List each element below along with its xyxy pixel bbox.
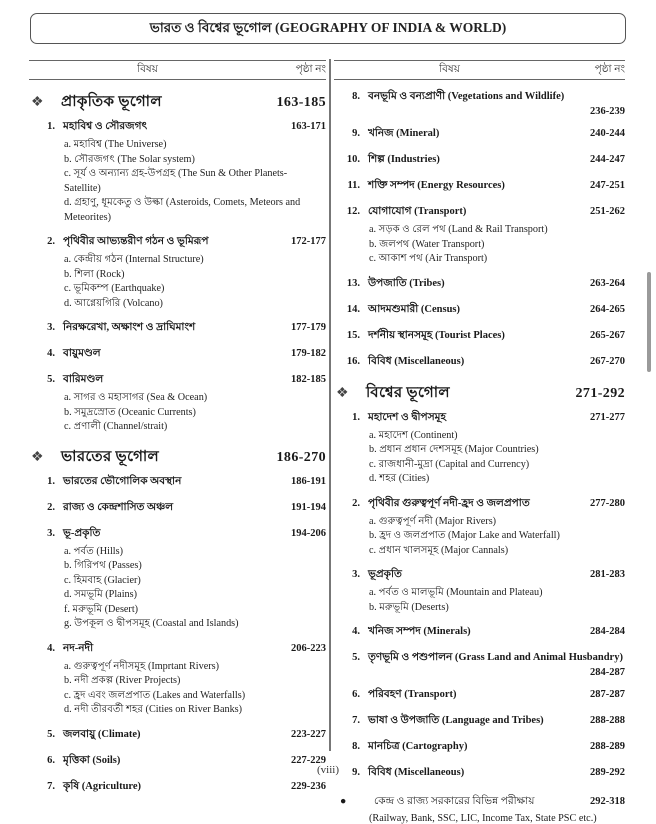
toc-item[interactable]	[29, 500, 326, 517]
item-label: খনিজ (Mineral)	[368, 128, 440, 139]
page-header: পৃষ্ঠা নং	[594, 63, 625, 75]
item-number: 4.	[352, 626, 360, 637]
left-column-header	[29, 60, 326, 80]
toc-subitem[interactable]: a. সাগর ও মহাসাগর (Sea & Ocean)	[64, 392, 208, 403]
toc-subitem[interactable]: a. পর্বত (Hills)	[64, 545, 123, 557]
item-label: ভূ-প্রকৃতি	[63, 527, 101, 539]
item-pages: 240-244	[590, 128, 625, 139]
toc-item[interactable]	[29, 119, 326, 136]
toc-item[interactable]	[334, 152, 625, 169]
item-label: মানচিত্র (Cartography)	[368, 741, 468, 752]
toc-subitem[interactable]: c. সূর্য ও অন্যান্য গ্রহ-উপগ্রহ (The Sun & Other Planets- Satellite)	[64, 168, 288, 194]
toc-item[interactable]	[334, 739, 625, 756]
toc-subitem[interactable]: d. নদী তীরবর্তী শহর (Cities on River Banks)	[64, 704, 243, 715]
toc-item[interactable]	[334, 89, 625, 106]
item-label: বনভূমি ও বন্যপ্রাণী (Vegetations and Wildlife)	[368, 91, 565, 102]
toc-subitem[interactable]: d. শহর (Cities)	[369, 473, 430, 484]
toc-item[interactable]	[334, 496, 625, 513]
dot-bullet-icon: ●	[340, 796, 347, 807]
toc-subitem[interactable]: c. আকাশ পথ (Air Transport)	[369, 253, 488, 264]
section-heading[interactable]	[29, 445, 326, 465]
item-number: 5.	[47, 728, 55, 740]
toc-item[interactable]	[334, 302, 625, 319]
toc-subitem[interactable]: c. প্রণালী (Channel/strait)	[64, 421, 168, 432]
item-pages: 288-288	[590, 715, 625, 726]
toc-subitem[interactable]: a. গুরুত্বপূর্ণ নদীসমূহ (Imprtant Rivers)	[64, 660, 219, 672]
section-title: প্রাকৃতিক ভূগোল	[61, 94, 162, 110]
toc-subitem[interactable]: f. মরুভূমি (Desert)	[64, 603, 139, 615]
item-label: ভারতের ভৌগোলিক অবস্থান	[63, 475, 182, 487]
item-number: 5.	[47, 374, 55, 385]
item-label: দর্শনীয় স্থানসমূহ (Tourist Places)	[368, 329, 505, 341]
item-pages: 163-171	[291, 121, 326, 132]
toc-item[interactable]	[334, 687, 625, 704]
item-number: 4.	[47, 348, 55, 359]
item-pages: 289-292	[590, 767, 625, 778]
item-label: পৃথিবীর আভ্যন্তরীণ গঠন ও ভূমিরূপ	[63, 236, 209, 247]
item-number: 10.	[346, 154, 360, 165]
item-pages: 264-265	[590, 303, 625, 315]
diamond-bullet-icon: ❖	[31, 449, 44, 465]
item-number: 7.	[352, 715, 360, 726]
toc-subitem[interactable]: b. সমুদ্রস্রোত (Oceanic Currents)	[64, 406, 196, 418]
item-label: মহাদেশ ও দ্বীপসমূহ	[368, 411, 446, 423]
right-toc-list	[334, 89, 625, 824]
section-heading[interactable]	[29, 90, 326, 110]
item-pages: 251-262	[590, 206, 625, 217]
toc-item[interactable]	[29, 526, 326, 543]
item-label: নিরক্ষরেখা, অক্ষাংশ ও দ্রাঘিমাংশ	[63, 322, 196, 333]
toc-subitem[interactable]: b. নদী প্রকল্প (River Projects)	[64, 675, 181, 686]
item-number: 1.	[47, 475, 55, 487]
exam-list-note: (Railway, Bank, SSC, LIC, Income Tax, State PSC etc.)	[369, 813, 597, 824]
toc-subitem[interactable]: b. গিরিপথ (Passes)	[64, 560, 142, 571]
item-label: জলবায়ু (Climate)	[63, 728, 141, 740]
item-label: পৃথিবীর গুরুত্বপূর্ণ নদী-হ্রদ ও জলপ্রপাত	[368, 497, 530, 509]
item-pages: 186-191	[291, 475, 326, 487]
item-label: কৃষি (Agriculture)	[63, 780, 142, 792]
diamond-bullet-icon: ❖	[336, 385, 349, 401]
page-title-box	[30, 13, 626, 44]
item-label: উপজাতি (Tribes)	[368, 277, 445, 289]
item-number: 3.	[47, 527, 55, 539]
item-number: 5.	[352, 652, 360, 663]
toc-item[interactable]	[334, 204, 625, 221]
subject-header: বিষয়	[439, 63, 460, 75]
toc-subitem[interactable]: d. সমভূমি (Plains)	[64, 589, 137, 600]
right-column	[334, 58, 625, 824]
toc-subitem[interactable]: a. মহাবিশ্ব (The Universe)	[64, 139, 167, 150]
item-label: শিল্প (Industries)	[368, 154, 440, 165]
toc-subitem[interactable]: b. জলপথ (Water Transport)	[369, 238, 485, 250]
toc-item[interactable]	[334, 276, 625, 293]
section-title: বিশ্বের ভূগোল	[366, 384, 450, 401]
toc-item[interactable]	[334, 650, 625, 667]
toc-subitem[interactable]: b. প্রধান প্রধান দেশসমূহ (Major Countries)	[369, 444, 539, 455]
toc-item[interactable]	[334, 354, 625, 371]
item-label: বিবিধ (Miscellaneous)	[368, 355, 465, 367]
toc-item[interactable]	[334, 567, 625, 584]
toc-item[interactable]	[334, 328, 625, 345]
toc-item[interactable]	[334, 178, 625, 195]
item-number: 16.	[346, 355, 360, 367]
item-label: আদমশুমারী (Census)	[368, 303, 461, 315]
item-pages: 281-283	[590, 569, 625, 580]
item-pages: 265-267	[590, 329, 625, 341]
item-pages: 179-182	[291, 348, 326, 359]
item-number: 2.	[47, 501, 55, 513]
item-pages: 267-270	[590, 355, 625, 367]
item-pages: 247-251	[590, 180, 625, 191]
item-number: 9.	[352, 128, 360, 139]
item-pages: 284-284	[590, 626, 625, 637]
item-number: 8.	[352, 741, 360, 752]
toc-item[interactable]	[334, 713, 625, 730]
toc-subitem[interactable]: b. শিলা (Rock)	[64, 268, 125, 280]
item-label: শক্তি সম্পদ (Energy Resources)	[368, 180, 505, 191]
item-label: মহাবিশ্ব ও সৌরজগৎ	[63, 121, 148, 132]
left-toc-list	[29, 90, 326, 796]
item-label: খনিজ সম্পদ (Minerals)	[368, 626, 471, 637]
subject-header: বিষয়	[137, 63, 158, 75]
item-pages: 284-287	[590, 667, 625, 678]
item-number: 14.	[346, 303, 360, 315]
section-heading[interactable]	[334, 381, 625, 401]
item-label: বিবিধ (Miscellaneous)	[368, 767, 465, 778]
toc-subitem[interactable]: a. সড়ক ও রেল পথ (Land & Rail Transport)	[369, 224, 548, 235]
item-label: নদ-নদী	[63, 642, 94, 654]
item-pages: 227-229	[291, 754, 326, 766]
item-number: 6.	[352, 689, 360, 700]
toc-subitem[interactable]: a. মহাদেশ (Continent)	[369, 429, 458, 441]
toc-subitem[interactable]: c. ভূমিকম্প (Earthquake)	[64, 283, 165, 294]
item-pages: 191-194	[291, 501, 326, 513]
item-pages: 182-185	[291, 374, 326, 385]
toc-item[interactable]	[29, 474, 326, 491]
section-pages: 163-185	[276, 95, 326, 110]
item-label: ভূপ্রকৃতি	[368, 569, 402, 580]
item-pages: 194-206	[291, 527, 326, 539]
item-number: 13.	[346, 277, 360, 289]
item-number: 4.	[47, 642, 55, 654]
toc-subitem[interactable]: c. প্রধান খালসমূহ (Major Cannals)	[369, 544, 509, 556]
toc-subitem[interactable]: b. সৌরজগৎ (The Solar system)	[64, 153, 195, 165]
item-pages: 223-227	[291, 728, 326, 740]
toc-subitem[interactable]: d. গ্রহাণু, ধূমকেতু ও উল্কা (Asteroids, Comets, Meteors and Meteorites)	[64, 197, 301, 223]
item-number: 9.	[352, 767, 360, 778]
item-label: পরিবহণ (Transport)	[368, 689, 457, 700]
item-number: 2.	[352, 497, 360, 509]
item-number: 3.	[47, 322, 55, 333]
item-number: 7.	[47, 780, 55, 792]
toc-subitem[interactable]: c. রাজধানী-মুদ্রা (Capital and Currency)	[369, 458, 530, 470]
item-label: বায়ুমণ্ডল	[63, 348, 101, 359]
item-label: তৃণভূমি ও পশুপালন (Grass Land and Animal Husbandry)	[368, 652, 623, 663]
toc-item[interactable]	[29, 320, 326, 337]
item-pages: 271-277	[590, 411, 625, 423]
item-pages: 206-223	[291, 642, 326, 654]
toc-subitem[interactable]: a. কেন্দ্রীয় গঠন (Internal Structure)	[64, 254, 204, 265]
item-pages: 236-239	[590, 106, 625, 117]
toc-subitem[interactable]: a. গুরুত্বপূর্ণ নদী (Major Rivers)	[369, 515, 497, 527]
left-column	[29, 58, 326, 796]
column-divider	[329, 59, 331, 751]
toc-item[interactable]	[29, 779, 326, 796]
toc-item[interactable]	[29, 641, 326, 658]
toc-item[interactable]	[29, 346, 326, 363]
section-pages: 271-292	[575, 385, 625, 401]
section-title: ভারতের ভূগোল	[61, 448, 160, 465]
toc-subitem[interactable]: d. আগ্নেয়গিরি (Volcano)	[64, 297, 163, 309]
item-label: রাজ্য ও কেন্দ্রশাসিত অঞ্চল	[63, 501, 174, 513]
page-header: পৃষ্ঠা নং	[295, 63, 326, 75]
item-number: 11.	[347, 180, 360, 191]
item-pages: 244-247	[590, 154, 625, 165]
item-number: 3.	[352, 569, 360, 580]
vertical-scrollbar[interactable]	[647, 272, 651, 372]
page-title: ভারত ও বিশ্বের ভূগোল (GEOGRAPHY OF INDIA & WORLD)	[149, 20, 507, 35]
toc-item[interactable]	[334, 126, 625, 143]
item-pages: 229-236	[291, 780, 326, 792]
toc-subitem[interactable]: c. হিমবাহ (Glacier)	[64, 574, 141, 586]
right-column-header	[334, 60, 625, 80]
item-number: 2.	[47, 236, 55, 247]
item-pages: 287-287	[590, 689, 625, 700]
item-pages: 177-179	[291, 322, 326, 333]
toc-subitem[interactable]: b. হ্রদ ও জলপ্রপাত (Major Lake and Waterfall)	[369, 530, 560, 541]
toc-item[interactable]	[334, 410, 625, 427]
item-number: 1.	[352, 411, 360, 423]
item-pages: 292-318	[590, 796, 625, 807]
section-pages: 186-270	[276, 449, 326, 465]
toc-subitem[interactable]: a. পর্বত ও মালভূমি (Mountain and Plateau)	[369, 587, 543, 598]
item-label: মৃত্তিকা (Soils)	[63, 754, 121, 766]
toc-item[interactable]	[29, 727, 326, 744]
item-label: বারিমণ্ডল	[63, 374, 104, 385]
toc-item[interactable]	[334, 624, 625, 641]
diamond-bullet-icon: ❖	[31, 95, 44, 110]
toc-subitem[interactable]: b. মরুভূমি (Deserts)	[369, 601, 449, 613]
item-number: 6.	[47, 754, 55, 766]
item-pages: 263-264	[590, 277, 625, 289]
item-number: 15.	[346, 329, 360, 341]
item-pages: 288-289	[590, 741, 625, 752]
toc-subitem[interactable]: g. উপকূল ও দ্বীপসমূহ (Coastal and Islands)	[64, 618, 239, 629]
toc-item[interactable]	[29, 234, 326, 251]
item-number: 1.	[47, 121, 55, 132]
toc-subitem[interactable]: c. হ্রদ এবং জলপ্রপাত (Lakes and Waterfalls)	[64, 689, 246, 701]
toc-item-exams[interactable]	[334, 794, 625, 811]
page-number: (viii)	[317, 764, 339, 776]
item-pages: 277-280	[590, 497, 625, 509]
toc-item[interactable]	[29, 372, 326, 389]
item-label: কেন্দ্র ও রাজ্য সরকারের বিভিন্ন পরীক্ষায়	[374, 796, 535, 807]
item-number: 8.	[352, 91, 360, 102]
item-label: যোগাযোগ (Transport)	[368, 206, 467, 217]
item-label: ভাষা ও উপজাতি (Language and Tribes)	[368, 715, 544, 726]
item-number: 12.	[346, 206, 360, 217]
item-pages: 172-177	[291, 236, 326, 247]
